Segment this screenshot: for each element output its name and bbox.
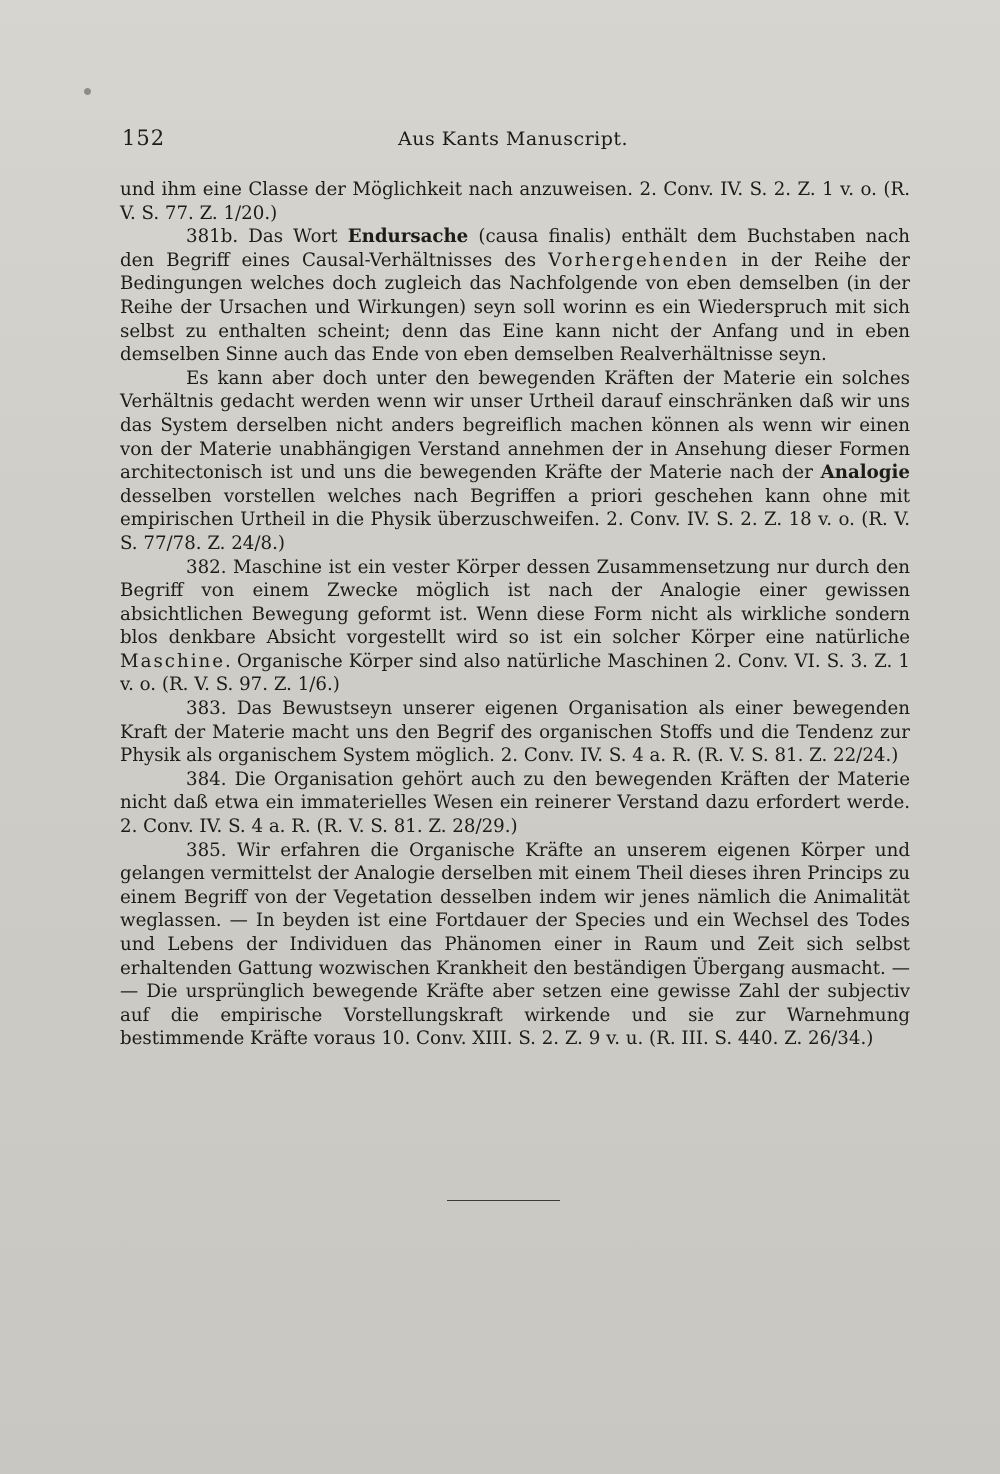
text-run: Analogie (820, 462, 910, 484)
text-run: Endursache (347, 226, 469, 248)
text-run: und ihm eine Classe der Möglichkeit nach anzuweisen. 2. Conv. IV. S. 2. Z. 1 v. o. (R. V. S. 77. Z. 1/20.) (120, 179, 910, 224)
text-run: Es kann aber doch unter den bewegenden Kräften der Materie ein solches Verhältnis gedacht werden wenn wir unser Urtheil darauf einschränken daß wir uns das System derselben nicht anders begreiflich machen können als wenn wir einen von der Materie unabhängigen Verstand annehmen der in Ansehung dieser Formen architectonisch ist und uns die bewegenden Kräfte der Materie nach der (120, 367, 910, 484)
paragraph-p381b (120, 225, 910, 367)
end-rule (447, 1200, 560, 1201)
paragraph-cont (120, 178, 910, 225)
paragraph-p385 (120, 839, 910, 1051)
running-title: Aus Kants Manuscript. (398, 128, 629, 150)
text-run: 382. Maschine ist ein vester Körper dessen Zusammensetzung nur durch den Begriff von einem Zwecke möglich ist nach der Analogie einer gewissen absichtlichen Bewegung geformt ist. Wenn diese Form nicht als wirkliche sondern blos denkbare Absicht vorgestellt wird so ist ein solcher Körper eine natürliche (120, 556, 910, 649)
text-run: 385. Wir erfahren die Organische Kräfte an unserem eigenen Körper und gelangen vermittelst der Analogie derselben mit einem Theil dieses ihren Princips zu einem Begriff von der Vegetation desselben indem wir jenes nämlich die Animalität weglassen. — In beyden ist eine Fortdauer der Species und ein Wechsel des Todes und Lebens der Individuen das Phänomen einer in Raum und Zeit sich selbst erhaltenden Gattung wozwischen Krankheit den beständigen Übergang ausmacht. — — Die ursprünglich bewegende Kräfte aber setzen eine gewisse Zahl der subjectiv auf die empirische Vorstellungskraft wirkende und sie zur Warnehmung bestimmende Kräfte voraus 10. Conv. XIII. S. 2. Z. 9 v. u. (R. III. S. 440. Z. 26/34.) (120, 839, 910, 1050)
text-run: (causa finalis) enthält dem Buchstaben nach den Begriff eines Causal-Verhältnisses des (120, 226, 910, 271)
text-run: 384. Die Organisation gehört auch zu den bewegenden Kräften der Materie nicht daß etwa ein immaterielles Wesen ein reinerer Verstand dazu erfordert werde. 2. Conv. IV. S. 4 a. R. (R. V. S. 81. Z. 28/29.) (120, 768, 910, 838)
body-text (120, 178, 910, 1051)
text-run: 383. Das Bewustseyn unserer eigenen Organisation als einer bewegenden Kraft der Materie macht uns den Begrif des organischen Stoffs und die Tendenz zur Physik als organischem System möglich. 2. Conv. IV. S. 4 a. R. (R. V. S. 81. Z. 22/24.) (120, 698, 910, 767)
text-run: Maschine (120, 650, 225, 672)
paragraph-p383 (120, 697, 910, 768)
paragraph-p382 (120, 556, 910, 698)
text-run: desselben vorstellen welches nach Begriffen a priori geschehen kann ohne mit empirischen Urtheil in die Physik überzuschweifen. 2. Conv. IV. S. 2. Z. 18 v. o. (R. V. S. 77/78. Z. 24/8.) (120, 485, 910, 554)
text-run: 381b. Das Wort (186, 226, 348, 248)
text-run: . Organische Körper sind also natürliche Maschinen 2. Conv. VI. S. 3. Z. 1 v. o. (R. V. S. 97. Z. 1/6.) (120, 650, 910, 696)
text-run: in der Reihe der Bedingungen welches doch zugleich das Nachfolgende von eben demselben (in der Reihe der Ursachen und Wirkungen) seyn soll worinn es ein Wiederspruch mit sich selbst zu enthalten scheint; denn das Eine kann nicht der Anfang und in eben demselben Sinne auch das Ende von eben demselben Realverhältnisse seyn. (120, 249, 910, 366)
paragraph-p384 (120, 768, 910, 839)
page-number: 152 (122, 126, 166, 150)
paragraph-p381b-2 (120, 367, 910, 556)
text-run: Vorhergehenden (548, 249, 730, 271)
paper-speck (84, 88, 91, 95)
